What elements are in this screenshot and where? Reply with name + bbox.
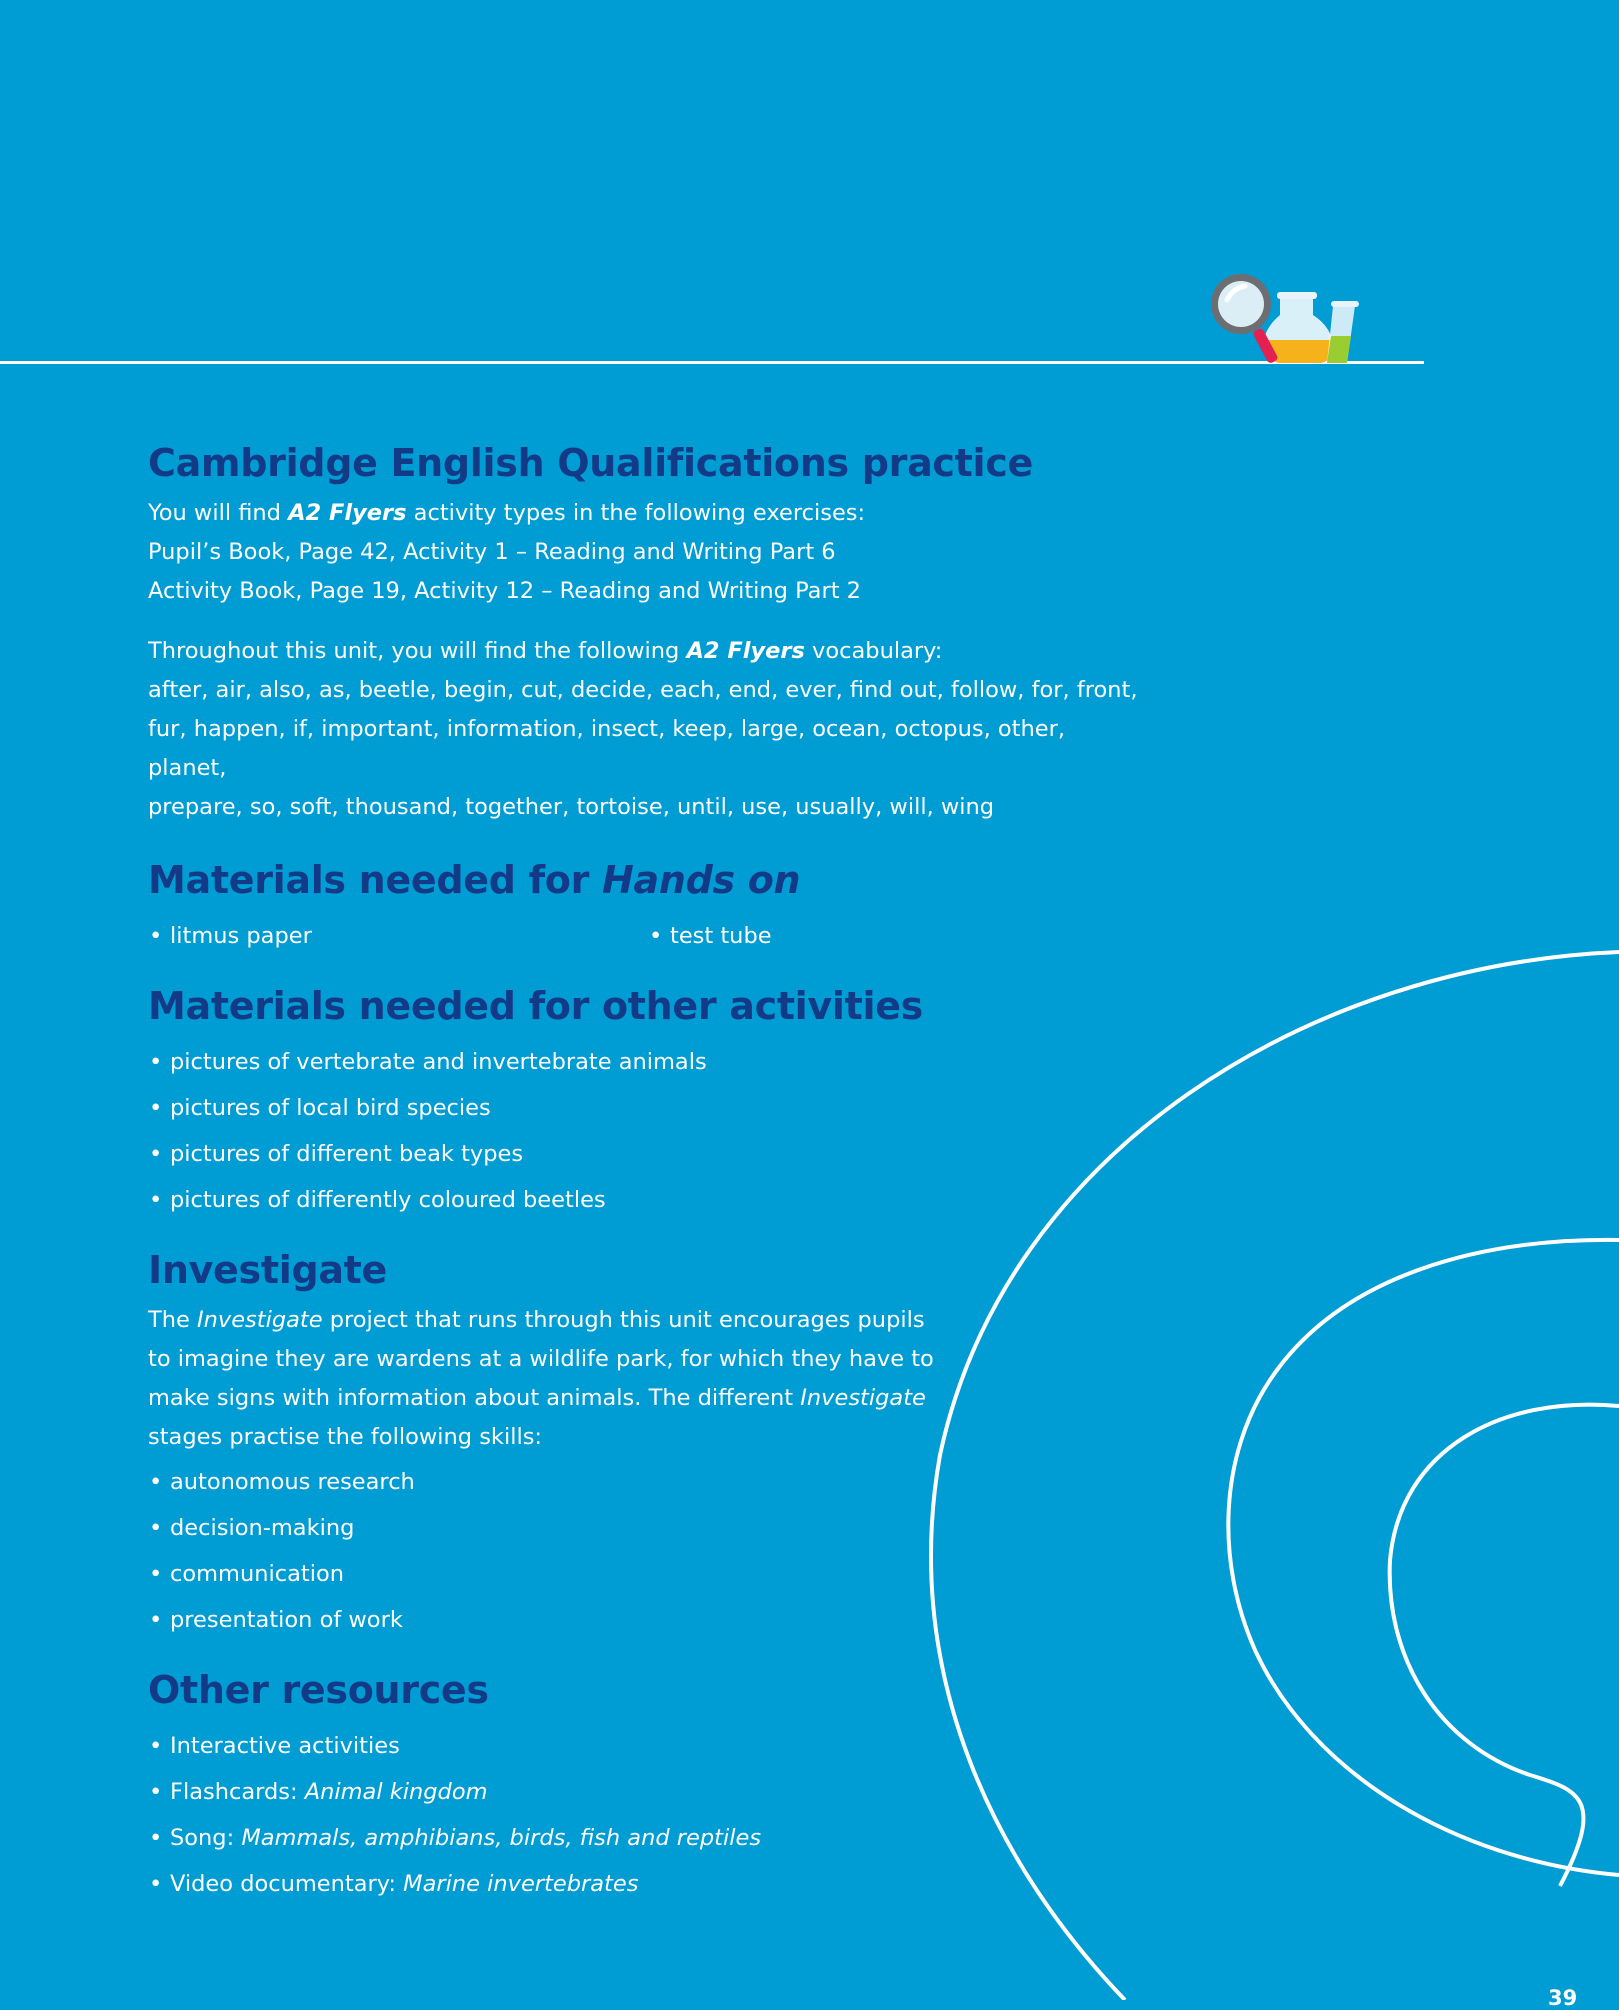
flyers-label: A2 Flyers (686, 638, 805, 664)
list-item: • Flashcards: Animal kingdom (148, 1769, 1148, 1815)
list-item: • decision-making (148, 1505, 1148, 1551)
flyers-label: A2 Flyers (288, 500, 407, 526)
list-item: • pictures of local bird species (148, 1085, 1148, 1131)
other-materials-heading: Materials needed for other activities (148, 984, 923, 1028)
magnifying-glass-icon (1211, 274, 1279, 364)
pupils-book-line: Pupil’s Book, Page 42, Activity 1 – Reading and Writing Part 6 (148, 539, 836, 565)
list-item: • autonomous research (148, 1459, 1148, 1505)
other-materials-list (148, 1039, 1148, 1223)
other-materials-section (148, 981, 1148, 1223)
vocabulary-line: prepare, so, soft, thousand, together, tortoise, until, use, usually, will, wing (148, 794, 995, 820)
skills-list (148, 1459, 1148, 1643)
other-resources-section (148, 1665, 1148, 1907)
hands-on-list (148, 913, 1148, 959)
vocabulary-line: after, air, also, as, beetle, begin, cut, decide, each, end, ever, find out, follow, for, front, (148, 677, 1138, 703)
activity-types-paragraph (148, 494, 1148, 611)
main-content (148, 438, 1148, 1907)
list-item: • litmus paper (148, 913, 648, 959)
activity-types-line: You will find A2 Flyers activity types in the following exercises: (148, 500, 866, 526)
list-item: • pictures of differently coloured beetles (148, 1177, 1148, 1223)
page-number: 39 (1548, 1986, 1578, 2010)
list-item: • communication (148, 1551, 1148, 1597)
list-item: • test tube (648, 913, 1148, 959)
vocabulary-intro: Throughout this unit, you will find the following A2 Flyers vocabulary: (148, 638, 943, 664)
science-icons (1205, 270, 1375, 366)
list-item: • Interactive activities (148, 1723, 1148, 1769)
other-resources-heading: Other resources (148, 1668, 489, 1712)
list-item: • pictures of vertebrate and invertebrate animals (148, 1039, 1148, 1085)
vocabulary-paragraph (148, 632, 1148, 827)
list-item: • presentation of work (148, 1597, 1148, 1643)
list-item: • Song: Mammals, amphibians, birds, fish and reptiles (148, 1815, 1148, 1861)
investigate-section (148, 1245, 1148, 1643)
investigate-heading: Investigate (148, 1248, 388, 1292)
hands-on-heading: Materials needed for Hands on (148, 858, 801, 902)
cambridge-heading: Cambridge English Qualifications practice (148, 441, 1033, 485)
flask-icon (1263, 292, 1359, 363)
resources-list (148, 1723, 1148, 1907)
list-item: • Video documentary: Marine invertebrates (148, 1861, 1148, 1907)
vocabulary-line: fur, happen, if, important, information, insect, keep, large, ocean, octopus, other, planet, (148, 716, 1065, 781)
investigate-paragraph: The Investigate project that runs through this unit encourages pupils to imagine they are wardens at a wildlife park, for which they have to make signs with information about animals. The different Investigate stages practise the following skills: (148, 1307, 934, 1450)
cambridge-section (148, 438, 1148, 827)
hands-on-section (148, 855, 1148, 959)
list-item: • pictures of different beak types (148, 1131, 1148, 1177)
activity-book-line: Activity Book, Page 19, Activity 12 – Reading and Writing Part 2 (148, 578, 861, 604)
